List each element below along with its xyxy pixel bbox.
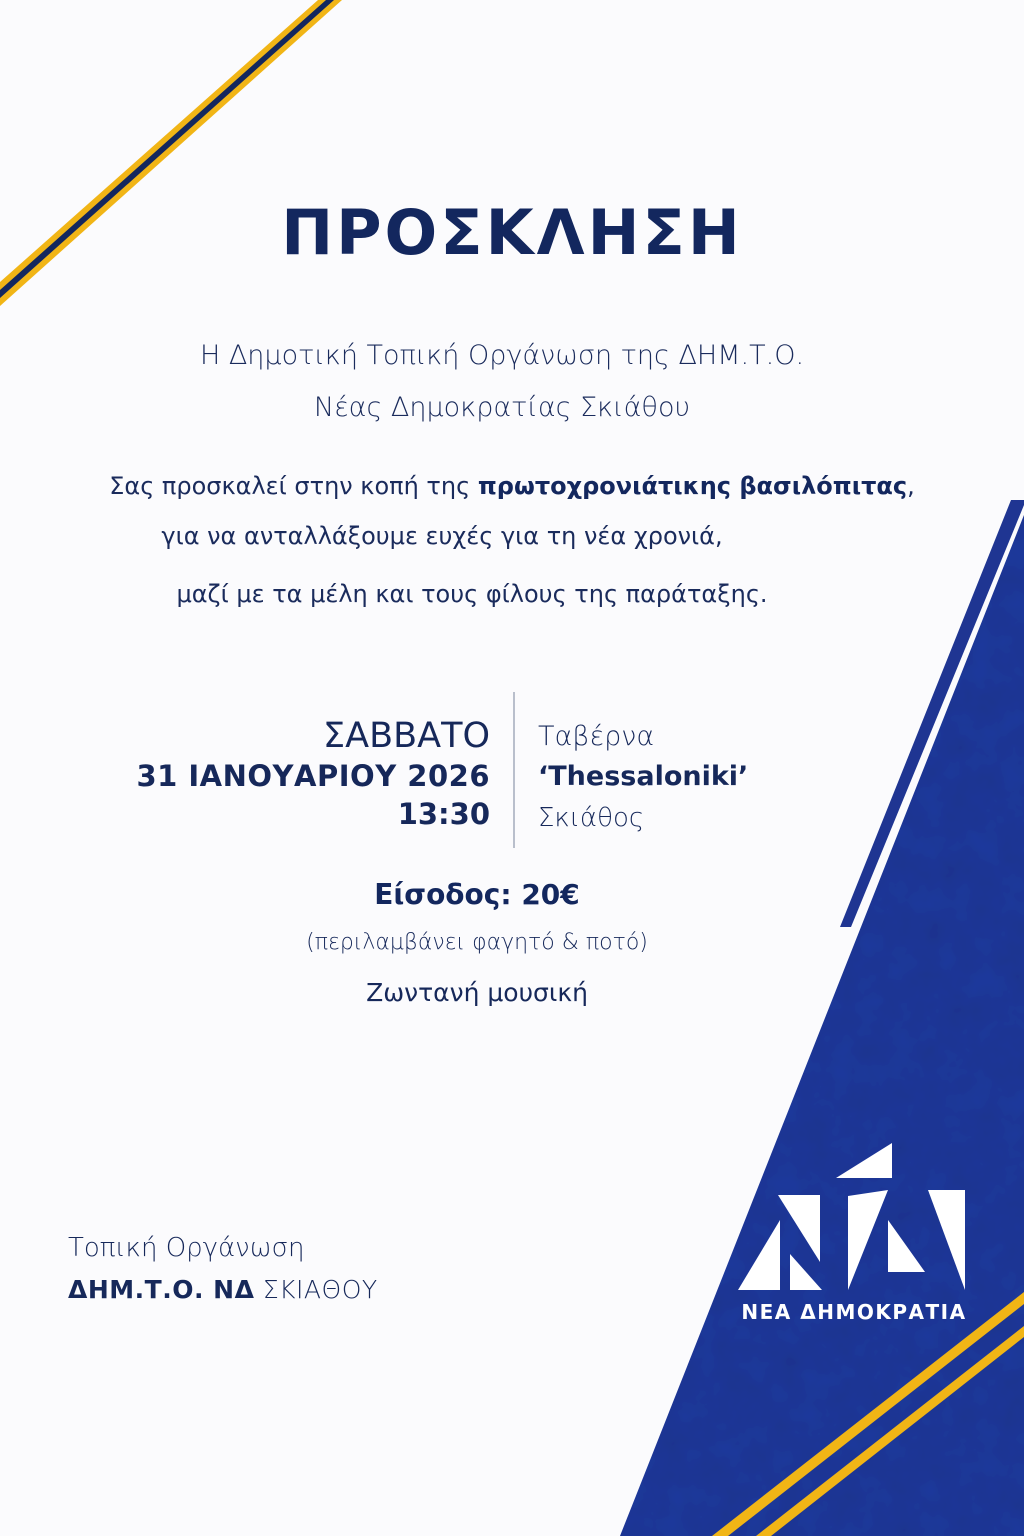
organizer-line-1: Η Δημοτική Τοπική Οργάνωση της ΔΗΜ.Τ.Ο. — [199, 340, 805, 371]
venue-label: Ταβέρνα — [538, 721, 655, 752]
footer-line-2-bold: ΔΗΜ.Τ.Ο. ΝΔ — [68, 1275, 255, 1304]
vertical-divider — [513, 692, 515, 848]
entry-price: Είσοδος: 20€ — [374, 878, 580, 911]
footer-line-1: Τοπική Οργάνωση — [68, 1233, 305, 1263]
venue-place: Σκιάθος — [538, 803, 645, 833]
date-block — [136, 716, 490, 832]
live-music: Ζωντανή μουσική — [366, 978, 588, 1007]
venue-name: ‘Thessaloniki’ — [538, 761, 749, 792]
entry-note: (περιλαμβάνει φαγητό & ποτό) — [306, 930, 648, 955]
invite-line-1-highlight: πρωτοχρονιάτικης βασιλόπιτας — [477, 472, 908, 500]
footer-line-2-light: ΣΚΙΑΘΟΥ — [254, 1275, 378, 1304]
event-date: 31 ΙΑΝΟΥΑΡΙΟΥ 2026 — [136, 759, 490, 793]
invite-line-1-prefix: Σας προσκαλεί στην κοπή της — [109, 472, 478, 500]
event-time: 13:30 — [397, 797, 490, 831]
event-day: ΣΑΒΒΑΤΟ — [323, 716, 490, 756]
page-title: ΠΡΟΣΚΛΗΣΗ — [281, 196, 743, 269]
invite-line-2: για να ανταλλάξουμε ευχές για τη νέα χρονιά, — [161, 522, 723, 550]
invite-line-1 — [0, 472, 1024, 500]
invite-line-3: μαζί με τα μέλη και τους φίλους της παράταξης. — [176, 580, 768, 608]
organizer-line-2: Νέας Δημοκρατίας Σκιάθου — [313, 392, 691, 423]
invite-line-1-suffix: , — [907, 472, 915, 500]
footer-signature — [68, 1228, 378, 1312]
footer-line-2 — [68, 1268, 378, 1312]
venue-block — [538, 718, 748, 838]
brand-text: ΝΕΑ ΔΗΜΟΚΡΑΤΙΑ — [741, 1300, 967, 1324]
